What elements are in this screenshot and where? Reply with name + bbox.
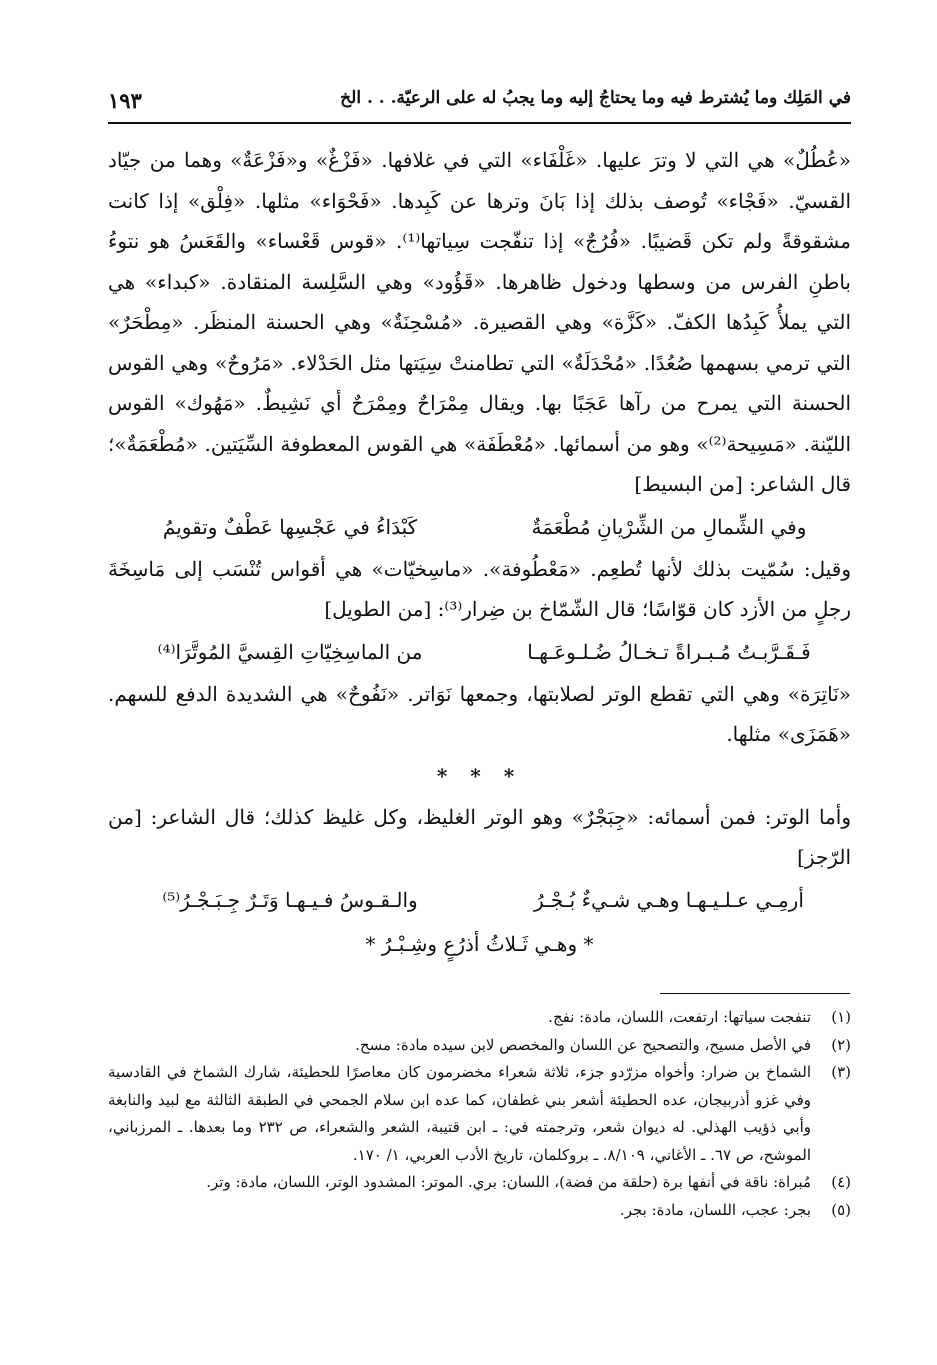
verse-second-hemistich: والـقـوسُ فـيـهـا وَتَـرٌ جِـبَـجْـرُ⁽⁵⁾ xyxy=(162,887,418,912)
verse-line xyxy=(108,878,851,922)
verse-second-hemistich: من الماسِخِيّاتِ القِسيَّ المُوتَّرَا⁽⁴⁾ xyxy=(157,639,423,664)
paragraph: وقيل: سُمّيت بذلك لأنها تُطعِم. «مَعْطُوفة». «ماسِخيّات» هي أقواس تُنْسَب إلى مَاسِخَةَ رجلٍ من الأزد كان قوّاسًا؛ قال الشّمّاخ بن ضِرار⁽³⁾: [من الطويل] xyxy=(108,556,851,621)
footnote xyxy=(108,1059,851,1169)
verse-line xyxy=(108,630,851,674)
footnote-text: بجر: عجب، اللسان، مادة: بجر. xyxy=(619,1200,811,1219)
page-number: ١٩٣ xyxy=(108,88,142,113)
page-header xyxy=(108,86,851,120)
footnote xyxy=(108,1169,851,1197)
verse-first-hemistich: وفي الشِّمالِ من الشِّرْيانِ مُطْعَمَةٌ xyxy=(531,514,807,539)
verse-first-hemistich: فَـقَـرَّبـتُ مُـبـراةً تـخـالُ ضُـلـوعَـهـا xyxy=(527,639,811,664)
footnote-text: في الأصل مسيح، والتصحيح عن اللسان والمخصص لابن سيده مادة: مسح. xyxy=(355,1035,811,1054)
paragraph: «عُطُلٌ» هي التي لا وترَ عليها. «غَلْفَاء» التي في غلافها. «فَزْغٌ» و«فَزْعَةٌ» وهما من جيّاد القسيّ. «فَجْاء» تُوصف بذلك إذا بَانَ وترها عن كَبِدها. «فَحْوَاء» مثلها. «فِلْق» إذا كانت مشقوقةً ولم تكن قَضيبًا. «فُرُجٌ» إذا تنفّجت سِياتها⁽¹⁾. «قوس قَعْساء» والقَعَسُ هو نتوءُ باطنِ الفرس من وسطها ودخول ظاهرها. «قَؤُود» وهي السَّلِسة المنقادة. «كبداء» هي التي يملأُ كَبِدُها الكفّ. «كَزَّة» وهي القصيرة. «مُسْحِنَةٌ» وهي الحسنة المنظَر. «مِطْحَرٌ» التي ترمي بسهمها صُعُدًا. «مُحْدَلَةٌ» التي تطامنتْ سِيَتها مثل الحَدْلاء. «مَرُوحٌ» وهي القوس الحسنة التي يمرح من رآها عَجَبًا بها. ويقال مِمْرَاحٌ ومِمْرَحٌ أي نَشِيطٌ. «مَهُوك» القوس الليّنة. «مَسِيحة⁽²⁾» وهو من أسمائها. «مُعْطَفَة» هي القوس المعطوفة السِّيَتين. «مُطْعَمَةٌ»؛ قال الشاعر: [من البسيط] xyxy=(108,148,852,496)
footnote xyxy=(108,1032,851,1060)
verse-second-hemistich: كَبْدَاءُ في عَجْسِها عَطْفٌ وتقويمُ xyxy=(162,514,418,539)
footnote-rule xyxy=(660,993,850,994)
paragraph: «نَاتِرَة» وهي التي تقطع الوتر لصلابتها، وجمعها نَوَاتر. «نَفُوحٌ» هي الشديدة الدفع للسهم. «هَمَزَى» مثلها. xyxy=(108,681,851,746)
footnote-number: (١) xyxy=(831,1008,851,1026)
verse-first-hemistich: أرمِـي عـلـيـهـا وهـي شـيءٌ بُـجْـرُ xyxy=(534,887,804,912)
footnote xyxy=(108,1197,851,1225)
verse-line xyxy=(108,505,851,549)
footnote-number: (٣) xyxy=(831,1063,851,1081)
footnote-text: مُبراة: ناقة في أنفها برة (حلقة من فضة)، اللسان: بري. الموتر: المشدود الوتر، اللسان، مادة: وتر. xyxy=(206,1173,811,1191)
header-rule xyxy=(108,122,851,124)
main-text xyxy=(108,140,851,966)
footnote-number: (٤) xyxy=(831,1173,851,1191)
footnote-number: (٢) xyxy=(831,1035,851,1054)
section-separator: * * * xyxy=(436,763,523,788)
verse-single-hemistich: * وهـي ثَـلاثُ أذرُعٍ وشِـبْـرُ * xyxy=(365,931,594,956)
footnote-text: تنفجت سياتها: ارتفعت، اللسان، مادة: نفج. xyxy=(548,1008,811,1026)
running-title: في المَلِك وما يُشترط فيه وما يحتاجُ إليه وما يجبُ له على الرعيّة. . . الخ xyxy=(340,88,851,108)
footnote xyxy=(108,1004,851,1032)
footnote-number: (٥) xyxy=(831,1200,851,1219)
paragraph: وأما الوتر: فمن أسمائه: «جِبَجْرٌ» وهو الوتر الغليظ، وكل غليظ كذلك؛ قال الشاعر: [من الرّجز] xyxy=(108,804,851,869)
footnote-text: الشماخ بن ضرار: وأخواه مزرّدو جزء، ثلاثة شعراء مخضرمون كان معاصرًا للحطيئة، شارك الشماخ في القادسية وفي غزو أذربيجان، عده الحطيئة أشعر بني غطفان، كما عده ابن سلام الجمحي في الطبقة الثالثة مع لبيد والنابغة وأبي ذؤيب الهذلي. له ديوان شعر، وترجمته في: ـ ابن قتيبة، الشعر والشعراء، ص ٢٣٢ وما بعدها. ـ المرزباني، الموشح، ص ٦٧. ـ الأغاني، ٨/١٠٩. ـ بروكلمان، تاريخ الأدب العربي، ١/ ١٧٠. xyxy=(108,1063,811,1164)
verse-line xyxy=(108,922,851,966)
footnotes xyxy=(108,1004,851,1224)
